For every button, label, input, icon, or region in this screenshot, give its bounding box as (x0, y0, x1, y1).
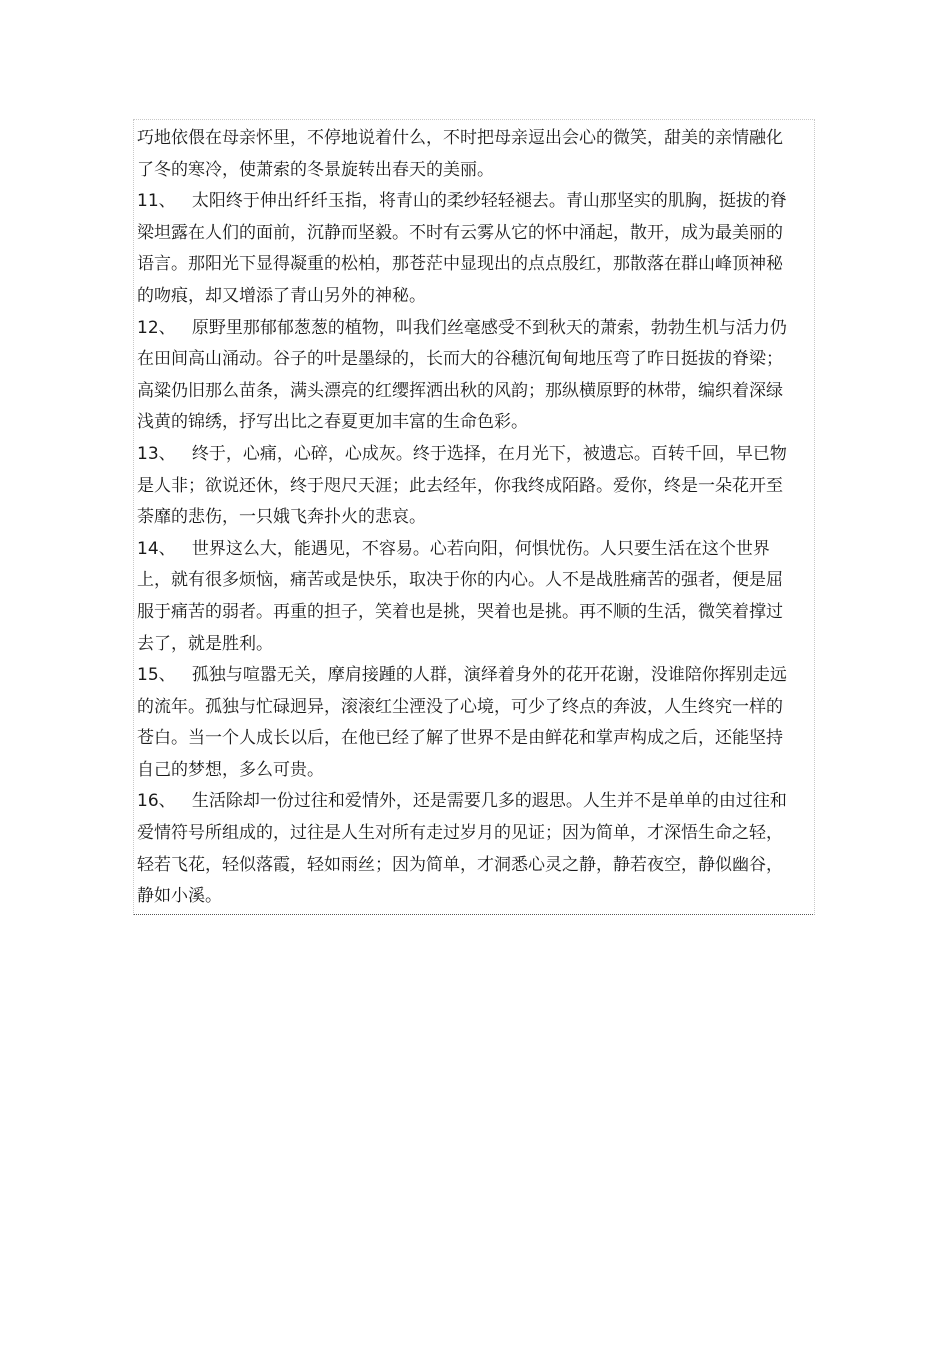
paragraph-number: 11、 (137, 191, 176, 212)
paragraph-13 (137, 439, 797, 534)
paragraph-16 (137, 786, 797, 912)
paragraph-12 (137, 313, 797, 439)
paragraph-number: 15、 (137, 665, 176, 686)
paragraph-text: 世界这么大，能遇见，不容易。心若向阳，何惧忧伤。人只要生活在这个世界上，就有很多烦恼，痛苦或是快乐，取决于你的内心。人不是战胜痛苦的强者，便是屈服于痛苦的弱者。再重的担子，笑着也是挑，哭着也是挑。再不顺的生活，微笑着撑过去了，就是胜利。 (137, 538, 783, 654)
text-box (133, 119, 815, 915)
paragraph-number: 13、 (137, 443, 176, 464)
paragraph-text: 原野里那郁郁葱葱的植物，叫我们丝毫感受不到秋天的萧索，勃勃生机与活力仍在田间高山涌动。谷子的叶是墨绿的，长而大的谷穗沉甸甸地压弯了昨日挺拔的脊梁；高粱仍旧那么苗条，满头漂亮的红缨挥洒出秋的风韵；那纵横原野的林带，编织着深绿浅黄的锦绣，抒写出比之春夏更加丰富的生命色彩。 (137, 317, 787, 433)
paragraph-text: 太阳终于伸出纤纤玉指，将青山的柔纱轻轻褪去。青山那坚实的肌胸，挺拔的脊梁坦露在人们的面前，沉静而坚毅。不时有云雾从它的怀中涌起，散开，成为最美丽的语言。那阳光下显得凝重的松柏，那苍茫中显现出的点点殷红，那散落在群山峰顶神秘的吻痕，却又增添了青山另外的神秘。 (137, 191, 787, 306)
paragraph-text: 孤独与喧嚣无关，摩肩接踵的人群，演绎着身外的花开花谢，没谁陪你挥别走远的流年。孤独与忙碌迥异，滚滚红尘湮没了心境，可少了终点的奔波，人生终究一样的苍白。当一个人成长以后，在他已经了解了世界不是由鲜花和掌声构成之后，还能坚持自己的梦想，多么可贵。 (137, 665, 787, 780)
paragraph-text: 终于，心痛，心碎，心成灰。终于选择，在月光下，被遗忘。百转千回，早已物是人非；欲说还休，终于咫尺天涯；此去经年，你我终成陌路。爱你，终是一朵花开至荼靡的悲伤，一只娥飞奔扑火的悲哀。 (137, 443, 787, 528)
paragraph-text: 生活除却一份过往和爱情外，还是需要几多的遐思。人生并不是单单的由过往和爱情符号所组成的，过往是人生对所有走过岁月的见证；因为简单，才深悟生命之轻，轻若飞花，轻似落霞，轻如雨丝；因为简单，才洞悉心灵之静，静若夜空，静似幽谷，静如小溪。 (137, 791, 787, 907)
paragraph-15 (137, 660, 797, 786)
document-body (137, 123, 797, 913)
lead-paragraph (137, 123, 797, 186)
paragraph-number: 16、 (137, 791, 176, 812)
paragraph-14 (137, 534, 797, 660)
lead-paragraph-text: 巧地依偎在母亲怀里，不停地说着什么，不时把母亲逗出会心的微笑，甜美的亲情融化了冬的寒冷，使萧索的冬景旋转出春天的美丽。 (137, 128, 783, 180)
paragraph-number: 12、 (137, 317, 176, 338)
paragraph-11 (137, 186, 797, 312)
paragraph-number: 14、 (137, 538, 176, 559)
